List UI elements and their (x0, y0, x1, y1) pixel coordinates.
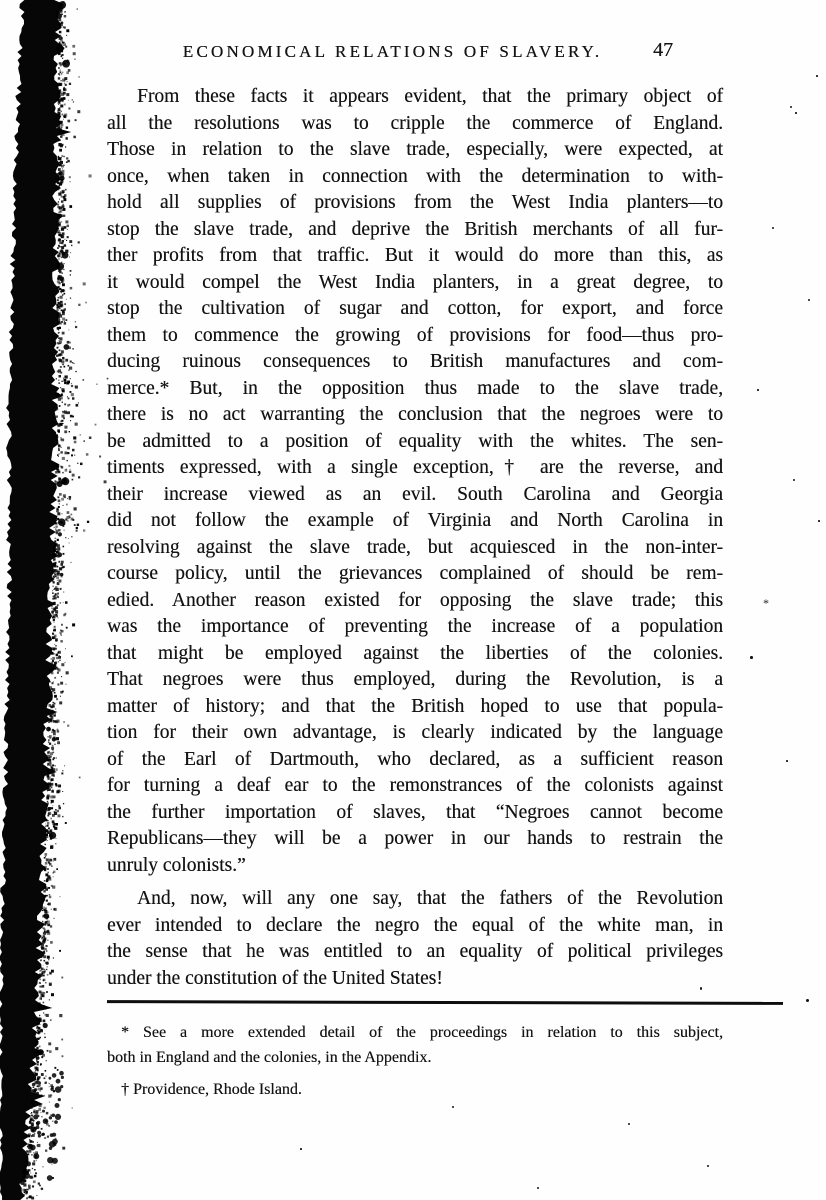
page-number: 47 (653, 39, 673, 61)
text-line: stop the slave trade, and deprive the British merchants of all fur- (107, 218, 723, 240)
scan-speck (816, 75, 818, 77)
body-text (107, 84, 723, 992)
text-line: of the Earl of Dartmouth, who declared, as a sufficient reason (107, 748, 723, 770)
text-line: all the resolutions was to cripple the commerce of England. (107, 112, 723, 134)
text-line: there is no act warranting the conclusion that the negroes were to (107, 404, 723, 425)
scan-speck (300, 1148, 302, 1150)
text-line: stop the cultivation of sugar and cotton, for export, and force (107, 298, 723, 319)
text-line: was the importance of preventing the increase of a population (107, 616, 723, 637)
scan-speck (537, 1187, 539, 1189)
scan-speck (772, 227, 774, 229)
text-line: Those in relation to the slave trade, especially, were expected, at (107, 139, 723, 160)
paragraph (107, 1020, 723, 1070)
scan-speck (750, 656, 753, 659)
scan-speck (452, 1106, 454, 1108)
text-line: matter of history; and that the British hoped to use that popula- (107, 695, 723, 717)
book-binding-shadow (0, 0, 110, 1200)
text-line: for turning a deaf ear to the remonstrances of the colonists against (107, 775, 723, 796)
scan-speck-asterisk: * (763, 596, 769, 610)
scan-speck (786, 760, 788, 762)
text-line: their increase viewed as an evil. South Carolina and Georgia (107, 483, 723, 505)
text-line: ther profits from that traffic. But it would do more than this, as (107, 245, 723, 266)
text-line: ducing ruinous consequences to British manufactures and com- (107, 351, 723, 372)
text-line: edied. Another reason existed for opposing the slave trade; this (107, 589, 723, 611)
text-line: both in England and the colonies, in the Appendix. (107, 1049, 432, 1066)
scan-speck (806, 999, 809, 1002)
scan-speck (808, 299, 810, 301)
text-line: Republicans—they will be a power in our hands to restrain the (107, 828, 723, 849)
text-line: tion for their own advantage, is clearly indicated by the language (107, 722, 723, 743)
text-line: * See a more extended detail of the proceedings in relation to this subject, (121, 1024, 723, 1041)
scan-speck (757, 389, 759, 391)
scan-speck (790, 106, 792, 108)
scan-speck (818, 520, 820, 522)
paragraph (107, 84, 723, 879)
scan-speck (700, 987, 702, 990)
text-line: resolving against the slave trade, but acquiesced in the non-inter- (107, 536, 723, 558)
text-line: them to commence the growing of provisions for food—thus pro- (107, 324, 723, 346)
text-line: be admitted to a position of equality with the whites. The sen- (107, 430, 723, 452)
paragraph (107, 886, 723, 992)
text-line: once, when taken in connection with the determination to with- (107, 165, 723, 187)
scan-speck (793, 479, 795, 481)
text-line: under the constitution of the United States! (107, 967, 443, 989)
text-line: that might be employed against the liberties of the colonies. (107, 642, 723, 664)
text-line: unruly colonists.” (107, 854, 246, 876)
text-line: did not follow the example of Virginia and North Carolina in (107, 510, 723, 531)
text-line: the further importation of slaves, that “Negroes cannot become (107, 801, 723, 823)
text-line: the sense that he was entitled to an equality of political privileges (107, 941, 723, 962)
paragraph (107, 1077, 723, 1102)
running-head-title: ECONOMICAL RELATIONS OF SLAVERY. (182, 42, 603, 61)
text-line: And, now, will any one say, that the fathers of the Revolution (137, 888, 723, 909)
text-line: That negroes were thus employed, during the Revolution, is a (107, 669, 723, 690)
scan-speck (795, 112, 797, 114)
text-line: hold all supplies of provisions from the West India planters—to (107, 192, 723, 213)
text-line: course policy, until the grievances complained of should be rem- (107, 563, 723, 584)
text-line: From these facts it appears evident, that the primary object of (137, 86, 723, 107)
page-content (107, 0, 723, 1200)
text-line: merce.* But, in the opposition thus made to the slave trade, (107, 377, 723, 399)
scan-speck (707, 1165, 709, 1167)
text-line: ever intended to declare the negro the equal of the white man, in (107, 914, 723, 936)
text-line: † Providence, Rhode Island. (121, 1081, 302, 1098)
footnotes (107, 1020, 723, 1102)
text-line: it would compel the West India planters, in a great degree, to (107, 271, 723, 293)
footnote-separator-rule (107, 1000, 783, 1004)
running-head (107, 39, 723, 62)
scan-speck (628, 1123, 630, 1125)
text-line: timents expressed, with a single exception,† are the reverse, and (107, 457, 723, 478)
